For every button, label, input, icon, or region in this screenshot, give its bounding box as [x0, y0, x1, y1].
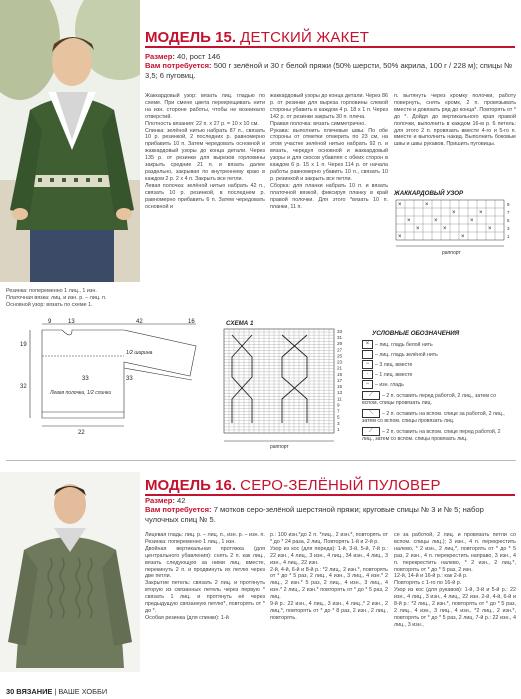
schema-row-number: 33 — [337, 329, 343, 334]
model15-title-name: ДЕТСКИЙ ЖАКЕТ — [240, 29, 370, 46]
magazine-name: ВЯЗАНИЕ — [16, 687, 53, 696]
model16-instructions-col1: Лицевая гладь: лиц. р. – лиц. п., изн. р. – изн. п. Резинка: попеременно 1 лиц., 1 изн. Двойная вертикальная протяжка (для центрального убавления): снять 2 п. как лиц., вязать следующую за ними лиц. вместе, перекинуть 2 п. и продвинуть их петлю через две петли. Закрытие петель: связать 2 лиц. и протянуть вторую из связанных петель через первую * связать 1 лиц. и протянуть её через предыдущую связанную петлю*, повторять от * до *. Особая резинка (для спинки): 1-й — [145, 532, 265, 621]
schema-row-number: 29 — [337, 341, 343, 347]
dim-top-1: 9 — [48, 319, 52, 325]
schema-row-number: 17 — [337, 377, 343, 383]
jacquard-row-number: 9 — [507, 202, 510, 207]
dim-bottom: 22 — [78, 430, 85, 436]
jacket-pattern-diagram — [6, 318, 206, 438]
model16-instructions-col3: се за работой, 2 лиц. и провязать петли со вспом. спицы лиц.); 3 изн., 4 п. перекрестить налево, * 2 изн., 2 лиц.*, повторять от * до * 5 раз, 2 изн., 4 п. перекрестить направо, 3 изн., 4 п. перекрестить налево, * 2 изн., 2 лиц.*, повторять от * до * 5 раз, 2 изн. 12-й, 14-й и 16-й р.: как 2-й р. Повторять с 1-го по 16-й р. Узор из кос (для рукавов): 1-й, 3-й и 5-й р.: 22 изн., 4 лиц., 3 изн., 4 лиц., 22 изн. 2-й, 4-й, 6-й и 8-й р.: *2 лиц., 2 изн.*, повторять от * до * 5 раз, 2 лиц., 4 изн., 3 лиц., 4 изн., *2 лиц., 2 изн.*, повторять от * до * 5 раз, 2 лиц. 7-й р.: 22 изн., 4 лиц., 3 изн., — [394, 532, 516, 628]
legend-item-1tog: · – 1 лиц. вместе — [362, 370, 512, 379]
model15-meta — [145, 52, 515, 80]
model15-title-number: МОДЕЛЬ 15. — [145, 29, 236, 46]
jacquard-x-mark: × — [398, 234, 402, 240]
legend-1tog-symbol: · — [362, 370, 373, 379]
legend-item-green: – лиц. гладь зелёной нить — [362, 350, 512, 359]
legend-empty-symbol — [362, 350, 373, 359]
model15-basic-patterns: Резинка: попеременно 1 лиц., 1 изн. Платочная вязка: лиц. и изн. р. – лиц. п. Основной узор: вязать по схеме 1. — [6, 288, 107, 308]
jacquard-x-mark: × — [488, 226, 492, 232]
model15-size-value: 40, рост 146 — [177, 52, 221, 61]
dim-left-2: 32 — [20, 384, 27, 390]
page-number: 30 — [6, 687, 15, 696]
jacquard-x-mark: × — [452, 210, 456, 216]
jacquard-x-mark: × — [443, 226, 447, 232]
model16-title-number: МОДЕЛЬ 16. — [145, 477, 236, 494]
jacquard-row-number: 5 — [507, 218, 510, 223]
legend-x-symbol: × — [362, 340, 373, 349]
schema1-chart — [212, 327, 352, 451]
schema-row-number: 7 — [337, 408, 340, 414]
schema-row-number: 15 — [337, 384, 343, 390]
schema-row-number: 31 — [337, 335, 343, 341]
legend-item-cable-back: ⟍ – 2 п. оставить на вспом. спице за работой, 2 лиц., затем со вспом. спицы провязать лиц. — [362, 410, 505, 424]
boy-photo — [0, 0, 140, 282]
page-footer — [6, 687, 107, 696]
legend-item-purl: − – изн. гладь — [362, 380, 512, 389]
dim-sleeve-width: 1/2 ширина — [126, 350, 153, 356]
model16-title-name: СЕРО-ЗЕЛЁНЫЙ ПУЛОВЕР — [240, 477, 441, 494]
schema-row-number: 27 — [337, 347, 343, 353]
schema-row-number: 21 — [337, 365, 343, 371]
footer-separator: | — [54, 687, 57, 696]
schema1-raport-label: раппорт — [270, 444, 289, 450]
schema-row-number: 23 — [337, 359, 343, 365]
cable-line — [282, 335, 307, 423]
legend-cable-back-symbol: ⟍ — [362, 409, 380, 418]
dim-top-2: 13 — [68, 319, 75, 325]
legend-item-3tog: − – 3 лиц. вместе — [362, 360, 512, 369]
dim-top-3: 42 — [136, 319, 143, 325]
jacquard-x-mark: × — [398, 202, 402, 208]
model16-size-value: 42 — [177, 496, 186, 505]
jacquard-x-mark: × — [461, 234, 465, 240]
model15-materials-label: Вам потребуется: — [145, 61, 212, 71]
jacquard-x-mark: × — [416, 226, 420, 232]
schema-row-number: 5 — [337, 414, 340, 420]
jacquard-x-mark: × — [479, 210, 483, 216]
model15-instructions-col1: Жаккардовый узор: вязать лиц. гладью по схеме. При смене цвета перекрещивать нити на изн. стороне работы, чтобы не возникало отверстий. Плотность вязания: 22 п. х 27 р. = 10 х 10 см. Спинка: зелёной нитью набрать 87 п., связать 10 р. резинкой, 2 последних р. равномерно прибавить 10 п. Затем чередовать основной и жаккардовый узоры до конца детали. Через 135 р. от резинки для вырезов горловины закрыть средние 21 п. и вязать далее раздельно, закрывая по внутреннему краю в каждом 2 р. 2 х 4 п. Закрыть все петли. Левая полочка: зелёной нитью набрать 42 п., связать 10 р. резинкой, в последнем р. равномерно прибавить 6 п. Затем чередовать основной и — [145, 93, 265, 210]
schema-row-number: 25 — [337, 353, 343, 359]
model15-instructions-col2: жаккардовый узоры до конца детали. Через 86 р. от резинки для выреза горловины слевой стороны убавить в каждом 4 р. 18 х 1 п. Через 142 р. от резинки закрыть 30 п. плеча. Правая полочка: вязать симметрично. Рукава: выполнить плечевые швы. По обе стороны от отметки отмерить по 23 см, на этом участке зелёной нитью набрать 92 п. и вязать, чередуя основной и жаккардовый узоры и для скосов убавляя с обеих сторон в каждом 6 р. 15 х 1 п. Через 114 р. от начала работы равномерно убавить 10 п., связать 10 р. резинкой и закрыть все петли. Сборка: для планки набрать 10 п. и вязать платочной вязкой, фиксируя планку в край правой полочки. Для этого *вязать 10 п. планки, 11 п. — [270, 93, 388, 210]
model16-size-label: Размер: — [145, 496, 175, 505]
legend-3tog-symbol: − — [362, 360, 373, 369]
section-divider — [6, 460, 516, 461]
jacquard-x-mark: × — [407, 218, 411, 224]
model15-size-label: Размер: — [145, 52, 175, 61]
schema-row-number: 3 — [337, 420, 340, 426]
jacquard-title: ЖАККАРДОВЫЙ УЗОР — [394, 190, 464, 197]
jacquard-raport-label: раппорт — [442, 250, 461, 256]
magazine-tagline: ВАШЕ ХОББИ — [58, 687, 108, 696]
model16-title — [145, 478, 515, 496]
schema-row-number: 11 — [337, 396, 342, 402]
man-photo — [0, 472, 140, 672]
legend-cable-front-symbol: ⟋ — [362, 391, 380, 400]
model15-instructions-col3: п. вытянуть через кромку полочки, работу повернуть, снять кромк, 2 п. провязывать вместе и довязать ряд до конца*. Повторять от * до *. Дойдя до вертикального края правой полочки, выполнить в каждом 16-м р. 6 петель: для этого 2 п. провязать вместе 4-го и 5-го п. вместе и выполнить накид. Выполнить боковые швы и швы рукавов. Пришить пуговицы. — [394, 93, 516, 148]
dim-mid-2: 33 — [126, 376, 133, 382]
dim-left-1: 19 — [20, 342, 27, 348]
schema-row-number: 19 — [337, 371, 343, 377]
schema-row-number: 13 — [337, 390, 343, 396]
jacquard-row-number: 7 — [507, 210, 510, 215]
jacquard-x-mark: × — [425, 202, 429, 208]
cable-line — [282, 335, 307, 423]
jacquard-x-mark: × — [470, 218, 474, 224]
legend-purl-symbol: − — [362, 380, 373, 389]
model16-meta — [145, 496, 515, 524]
model16-instructions-col2: р.: 100 изн.*до 2 п. *лиц., 2 изн.*, повторять от * до * 24 раза, 2 лиц. Повторять 1-й и 2-й р. Узор из кос (для переда): 1-й, 3-й, 5-й, 7-й р.: 22 изн., 4 лиц., 3 изн., 4 лиц., 34 изн., 4 лиц., 3 изн., 4 лиц., 22 изн. 2-й, 4-й, 6-й и 8-й р.: *2 лиц., 2 изн.*, повторять от * до * 5 раз, 2 лиц., 4 изн., 3 лиц., 4 изн.* 2 лиц., 2 изн.* 5 раз, 2 лиц., 4 изн., 3 лиц., 4 изн.* 2 лиц., 2 изн.* повторять от * до * 5 раз, 2 лиц. 9-й р.: 22 изн., 4 лиц., 3 изн., 4 лиц.,* 2 изн., 2 лиц.*, повторять от * до * 8 раз, 2 изн., 2 лиц., повторять. — [270, 532, 388, 621]
legend-item-cable-front: ⟋ – 2 п. оставить перед работой, 2 лиц., затем со вспом. спицы провязать лиц. — [362, 392, 496, 406]
legend-cable-front2-symbol: ⟋ — [362, 427, 380, 436]
jacquard-row-number: 1 — [507, 234, 510, 239]
dim-top-4: 16 — [188, 319, 195, 325]
legend-item-cable-front2: ⟋ – 2 п. оставить на вспом. спице перед работой, 2 лиц., затем со вспом. спицы провязать лиц. — [362, 428, 501, 442]
jacquard-chart — [394, 198, 518, 260]
model15-materials-text: 500 г зелёной и 30 г белой пряжи (50% шерсти, 50% акрила, 100 г / 228 м); спицы № 3,5; 6 пуговиц. — [145, 61, 513, 80]
legend-item-white: × – лиц. гладь белой нить — [362, 340, 512, 349]
model16-materials-label: Вам потребуется: — [145, 505, 212, 515]
jacquard-row-number: 3 — [507, 226, 510, 231]
legend-title: УСЛОВНЫЕ ОБОЗНАЧЕНИЯ — [372, 330, 460, 337]
model15-title — [145, 30, 515, 48]
back-label: Левая полочка, 1/2 спинки — [50, 390, 112, 396]
schema-row-number: 9 — [337, 402, 340, 408]
schema1-title: СХЕМА 1 — [226, 320, 254, 327]
jacquard-x-mark: × — [434, 218, 438, 224]
schema-row-number: 1 — [337, 426, 340, 432]
model16-materials-text: 7 мотков серо-зелёной шерстяной пряжи; круговые спицы № 3 и № 5; набор чулочных спиц № 5. — [145, 505, 484, 524]
dim-mid-3: 33 — [82, 376, 89, 382]
